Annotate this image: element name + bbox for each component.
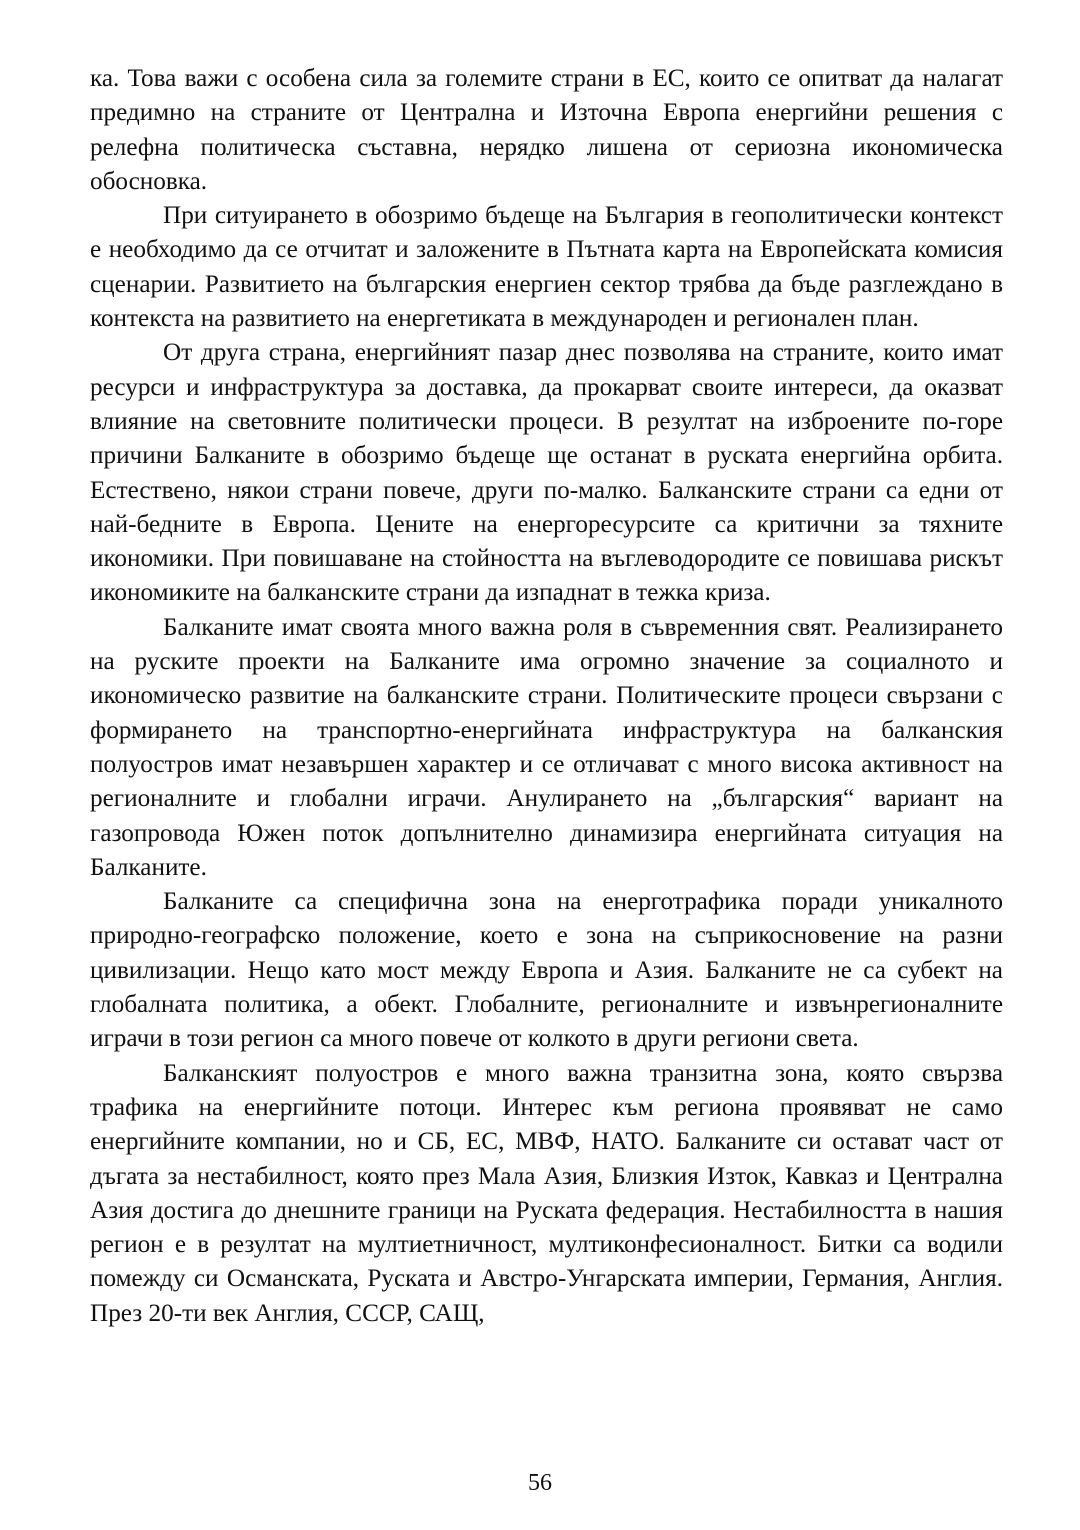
page-number: 56 xyxy=(528,1470,552,1496)
paragraph: Балканите са специфична зона на енерготрафика поради уникалното природно-географско положение, което е зона на съприкосновение на разни цивилизации. Нещо като мост между Европа и Азия. Балканите не са субект на глобалната политика, а обект. Глобалните, регионалните и извънрегионалните играчи в този регион са много повече от колкото в други региони света. xyxy=(90,888,1003,1053)
paragraph: При ситуирането в обозримо бъдеще на България в геополитически контекст е необходимо да се отчитат и заложените в Пътната карта на Европейската комисия сценарии. Развитието на българския енергиен сектор трябва да бъде разглеждано в контекста на развитието на енергетиката в международен и регионален план. xyxy=(90,202,1003,333)
paragraph: Балканският полуостров е много важна транзитна зона, която свързва трафика на енергийните потоци. Интерес към региона проявяват не само енергийните компании, но и СБ, ЕС, МВФ, НАТО. Балканите си остават част от дъгата за нестабилност, която през Мала Азия, Близкия Изток, Кавказ и Централна Азия достига до днешните граници на Руската федерация. Нестабилността в нашия регион е в резултат на мултиетничност, мултиконфесионалност. Битки са водили помежду си Османската, Руската и Австро-Унгарската империи, Германия, Англия. През 20-ти век Англия, СССР, САЩ, xyxy=(90,1059,1003,1327)
paragraph: Балканите имат своята много важна роля в съвременния свят. Реализирането на руските проекти на Балканите има огромно значение за социалното и икономическо развитие на балканските страни. Политическите процеси свързани с формирането на транспортно-енергийната инфраструктура на балканския полуостров имат незавършен характер и се отличават с много висока активност на регионалните и глобални играчи. Анулирането на „българския“ вариант на газопровода Южен поток допълнително динамизира енергийната ситуация на Балканите. xyxy=(90,613,1003,881)
page-body xyxy=(90,62,1003,1331)
paragraph-continuation: ка. Това важи с особена сила за големите страни в ЕС, които се опитват да налагат предимно на страните от Централна и Източна Европа енергийни решения с релефна политическа съставна, нерядко лишена от сериозна икономическа обосновка. xyxy=(90,65,1003,195)
paragraph: От друга страна, енергийният пазар днес позволява на страните, които имат ресурси и инфраструктура за доставка, да прокарват своите интереси, да оказват влияние на световните политически процеси. В резултат на изброените по-горе причини Балканите в обозримо бъдеще ще останат в руската енергийна орбита. Естествено, някои страни повече, други по-малко. Балканските страни са едни от най-бедните в Европа. Цените на енергоресурсите са критични за тяхните икономики. При повишаване на стойността на въглеводородите се повишава рискът икономиките на балканските страни да изпаднат в тежка криза. xyxy=(90,339,1003,607)
